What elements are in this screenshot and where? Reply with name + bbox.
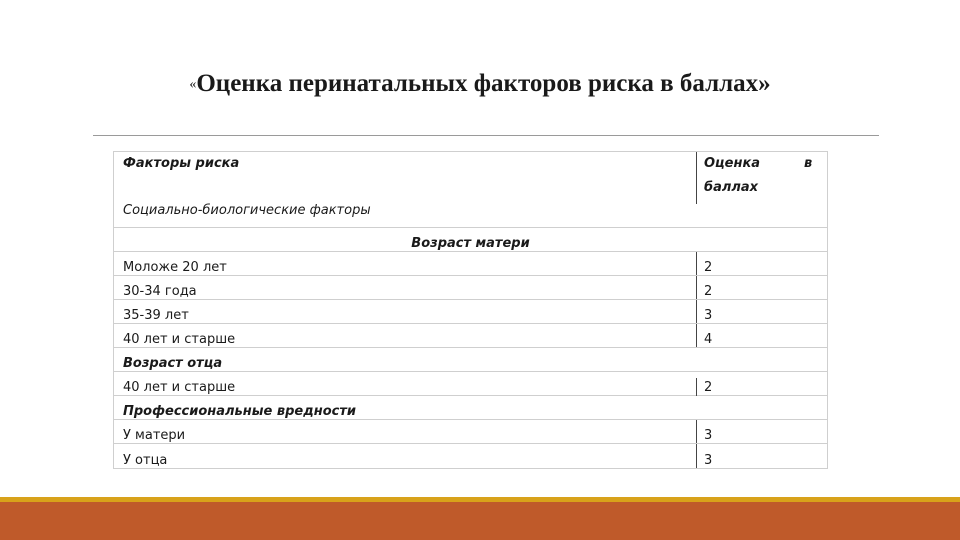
column-divider: [696, 276, 697, 299]
section-heading-text: Профессиональные вредности: [123, 404, 356, 419]
column-divider: [696, 444, 697, 468]
table-row: [114, 276, 827, 300]
risk-factors-table: [113, 151, 828, 469]
factor-cell: 35-39 лет: [123, 308, 189, 323]
score-cell: 3: [704, 428, 713, 443]
slide-title: [0, 70, 960, 98]
factor-cell: 30-34 года: [123, 284, 197, 299]
table-row: [114, 372, 827, 396]
section-heading-mother-age: [114, 228, 827, 252]
factor-cell: Моложе 20 лет: [123, 260, 227, 275]
score-cell: 3: [704, 453, 713, 468]
footer-bar: [0, 502, 960, 540]
score-cell: 4: [704, 332, 713, 347]
title-open-quote: «: [189, 77, 197, 92]
header-score-part2: в: [804, 156, 813, 171]
score-cell: 2: [704, 260, 713, 275]
section-heading-text: Возраст отца: [123, 356, 223, 371]
title-divider: [93, 135, 879, 136]
column-divider: [696, 378, 697, 396]
section-heading-father-age: [114, 348, 827, 372]
score-cell: 3: [704, 308, 713, 323]
column-divider: [696, 420, 697, 443]
factor-cell: У матери: [123, 428, 186, 443]
factor-cell: 40 лет и старше: [123, 332, 236, 347]
column-divider: [696, 252, 697, 275]
column-divider: [696, 152, 697, 204]
section-heading-occupational-hazards: [114, 396, 827, 420]
factor-cell: У отца: [123, 453, 168, 468]
header-score-part3: баллах: [704, 180, 759, 195]
table-row: [114, 444, 827, 468]
table-row: [114, 252, 827, 276]
score-cell: 2: [704, 380, 713, 395]
column-divider: [696, 300, 697, 323]
table-row: [114, 300, 827, 324]
section-heading-text: Возраст матери: [411, 236, 530, 251]
score-cell: 2: [704, 284, 713, 299]
header-score-part1: Оценка: [704, 156, 761, 171]
table-row: [114, 324, 827, 348]
table-row: [114, 420, 827, 444]
column-divider: [696, 324, 697, 347]
header-subtitle: Социально-биологические факторы: [123, 203, 371, 218]
title-text: Оценка перинатальных факторов риска в баллах»: [196, 70, 771, 97]
header-factors: Факторы риска: [123, 156, 240, 171]
table-header: [114, 152, 827, 228]
factor-cell: 40 лет и старше: [123, 380, 236, 395]
